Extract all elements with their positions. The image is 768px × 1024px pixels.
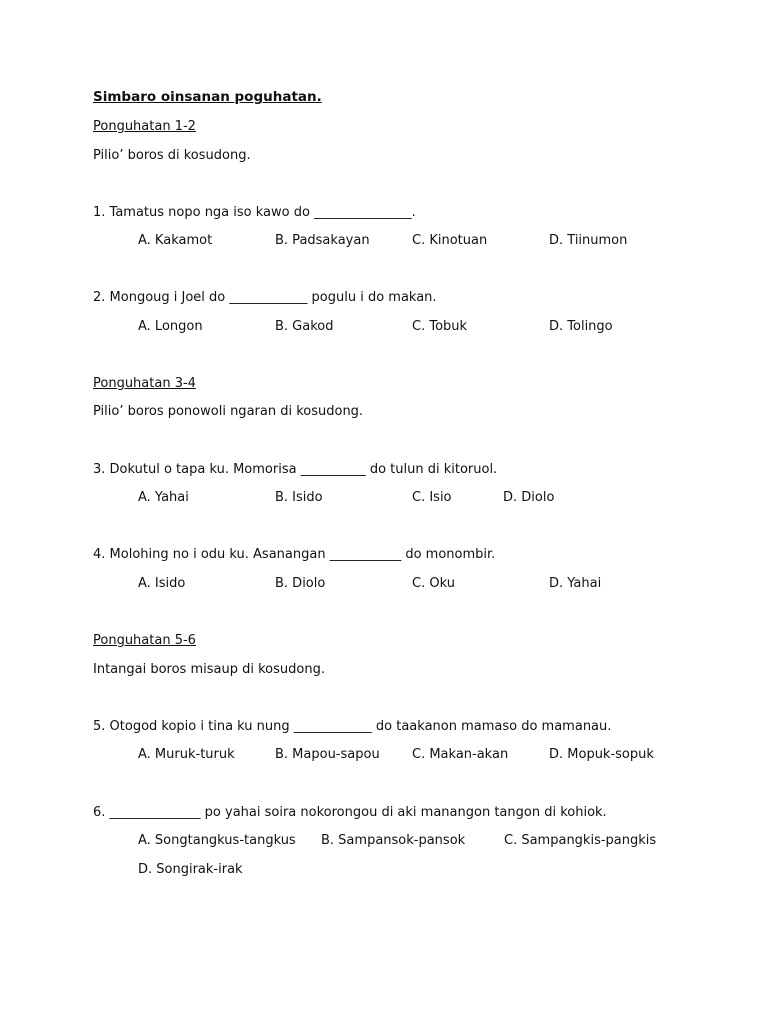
- question-6-option-a[interactable]: A. Songtangkus-tangkus: [138, 833, 296, 848]
- section-heading-5-6: Ponguhatan 5-6: [93, 633, 196, 648]
- question-5-option-a[interactable]: A. Muruk-turuk: [138, 747, 235, 762]
- question-6-option-c[interactable]: C. Sampangkis-pangkis: [504, 833, 657, 848]
- question-1-option-a[interactable]: A. Kakamot: [138, 233, 213, 248]
- question-5-option-b[interactable]: B. Mapou-sapou: [275, 747, 380, 762]
- question-2-text: 2. Mongoug i Joel do ____________ pogulu i do makan.: [93, 290, 437, 305]
- question-4-text: 4. Molohing no i odu ku. Asanangan ___________ do monombir.: [93, 547, 496, 562]
- section-heading-3-4: Ponguhatan 3-4: [93, 376, 196, 391]
- question-6-options-row-1: [138, 833, 698, 849]
- question-1-options: [138, 233, 698, 249]
- question-1-option-b[interactable]: B. Padsakayan: [275, 233, 370, 248]
- section-heading-1-2: Ponguhatan 1-2: [93, 119, 196, 134]
- question-5-option-d[interactable]: D. Mopuk-sopuk: [549, 747, 654, 762]
- question-2-options: [138, 319, 698, 335]
- question-4-option-c[interactable]: C. Oku: [412, 576, 455, 591]
- question-1-option-c[interactable]: C. Kinotuan: [412, 233, 488, 248]
- question-4-options: [138, 576, 698, 592]
- question-6-text: 6. ______________ po yahai soira nokorongou di aki manangon tangon di kohiok.: [93, 805, 607, 820]
- question-1-text: 1. Tamatus nopo nga iso kawo do _______________.: [93, 205, 416, 220]
- question-2-option-d[interactable]: D. Tolingo: [549, 319, 613, 334]
- question-3-option-b[interactable]: B. Isido: [275, 490, 323, 505]
- question-3-option-d[interactable]: D. Diolo: [503, 490, 555, 505]
- question-3-option-c[interactable]: C. Isio: [412, 490, 452, 505]
- section-instruction-1-2: Pilio’ boros di kosudong.: [93, 148, 251, 163]
- question-4-option-b[interactable]: B. Diolo: [275, 576, 326, 591]
- question-3-text: 3. Dokutul o tapa ku. Momorisa __________ do tulun di kitoruol.: [93, 462, 498, 477]
- worksheet-title: Simbaro oinsanan poguhatan.: [93, 89, 322, 105]
- question-4-option-d[interactable]: D. Yahai: [549, 576, 602, 591]
- question-2-option-a[interactable]: A. Longon: [138, 319, 203, 334]
- question-6-option-d[interactable]: D. Songirak-irak: [138, 862, 243, 877]
- question-5-options: [138, 747, 698, 763]
- question-6-option-b[interactable]: B. Sampansok-pansok: [321, 833, 466, 848]
- question-3-option-a[interactable]: A. Yahai: [138, 490, 189, 505]
- section-instruction-5-6: Intangai boros misaup di kosudong.: [93, 662, 325, 677]
- question-2-option-b[interactable]: B. Gakod: [275, 319, 334, 334]
- question-1-option-d[interactable]: D. Tiinumon: [549, 233, 628, 248]
- section-instruction-3-4: Pilio’ boros ponowoli ngaran di kosudong.: [93, 404, 364, 419]
- question-3-options: [138, 490, 698, 506]
- question-6-options-row-2: [138, 862, 698, 878]
- question-2-option-c[interactable]: C. Tobuk: [412, 319, 468, 334]
- question-4-option-a[interactable]: A. Isido: [138, 576, 186, 591]
- question-5-text: 5. Otogod kopio i tina ku nung ____________ do taakanon mamaso do mamanau.: [93, 719, 612, 734]
- question-5-option-c[interactable]: C. Makan-akan: [412, 747, 509, 762]
